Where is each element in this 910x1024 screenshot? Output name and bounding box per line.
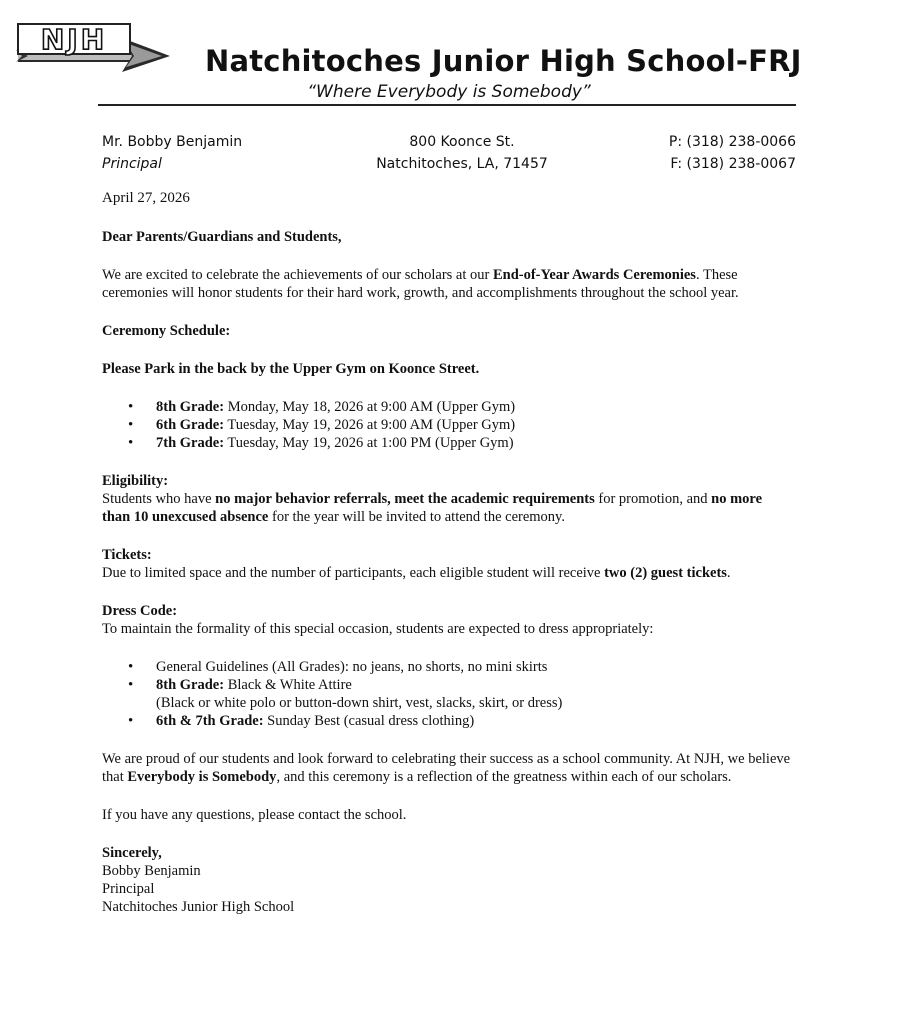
dress-code-list [102, 658, 792, 694]
signer-title: Principal [102, 881, 155, 897]
principal-block [102, 131, 242, 175]
principal-title: Principal [102, 156, 162, 172]
tickets-paragraph: Due to limited space and the number of participants, each eligible student will receive two (2) guest tickets. [102, 565, 731, 581]
letter-body [102, 189, 792, 916]
sign-off: Sincerely, [102, 845, 162, 861]
signer-school: Natchitoches Junior High School [102, 899, 295, 915]
eligibility-heading: Eligibility: [102, 473, 169, 489]
fax-number: F: (318) 238-0067 [670, 156, 796, 172]
letter-date: April 27, 2026 [102, 190, 190, 206]
school-name: Natchitoches Junior High School-FRJ [205, 44, 802, 78]
list-item: • 8th Grade: Black & White Attire [102, 676, 792, 694]
closing-paragraph: We are proud of our students and look forward to celebrating their success as a school community. At NJH, we believe that Everybody is Somebody, and this ceremony is a reflection of the greatness within each of our scholars. [102, 751, 791, 785]
njh-arrowhead-logo [14, 22, 174, 82]
list-item: • 6th Grade: Tuesday, May 19, 2026 at 9:00 AM (Upper Gym) [102, 416, 792, 434]
list-item: • 6th & 7th Grade: Sunday Best (casual dress clothing) [102, 712, 792, 730]
dress-code-heading: Dress Code: [102, 603, 178, 619]
schedule-list [102, 398, 792, 452]
address-line-2: Natchitoches, LA, 71457 [376, 156, 548, 172]
parking-note: Please Park in the back by the Upper Gym on Koonce Street. [102, 361, 480, 377]
dress-8-sub-detail: (Black or white polo or button-down shirt, vest, slacks, skirt, or dress) [156, 695, 563, 711]
header-rule [98, 104, 796, 106]
address-line-1: 800 Koonce St. [409, 134, 515, 150]
address-block [362, 131, 562, 175]
principal-name: Mr. Bobby Benjamin [102, 134, 243, 150]
questions-line: If you have any questions, please contact the school. [102, 807, 407, 823]
school-motto: “Where Everybody is Somebody” [307, 82, 591, 102]
salutation: Dear Parents/Guardians and Students, [102, 229, 342, 245]
logo-letters: NJH [40, 23, 108, 56]
signer-name: Bobby Benjamin [102, 863, 201, 879]
list-item: • 8th Grade: Monday, May 18, 2026 at 9:00 AM (Upper Gym) [102, 398, 792, 416]
dress-code-intro: To maintain the formality of this special occasion, students are expected to dress appropriately: [102, 621, 654, 637]
list-item: • 7th Grade: Tuesday, May 19, 2026 at 1:00 PM (Upper Gym) [102, 434, 792, 452]
intro-paragraph: We are excited to celebrate the achievements of our scholars at our End-of-Year Awards Ceremonies. These ceremonies will honor students for their hard work, growth, and accomplishments throughout the school year. [102, 267, 739, 301]
list-item: • General Guidelines (All Grades): no jeans, no shorts, no mini skirts [102, 658, 792, 676]
eligibility-paragraph: Students who have no major behavior referrals, meet the academic requirements for promotion, and no more than 10 unexcused absence for the year will be invited to attend the ceremony. [102, 491, 763, 525]
phone-number: P: (318) 238-0066 [668, 134, 796, 150]
schedule-heading: Ceremony Schedule: [102, 323, 231, 339]
tickets-heading: Tickets: [102, 547, 152, 563]
contact-block [638, 131, 796, 175]
dress-code-list-cont [102, 712, 792, 730]
